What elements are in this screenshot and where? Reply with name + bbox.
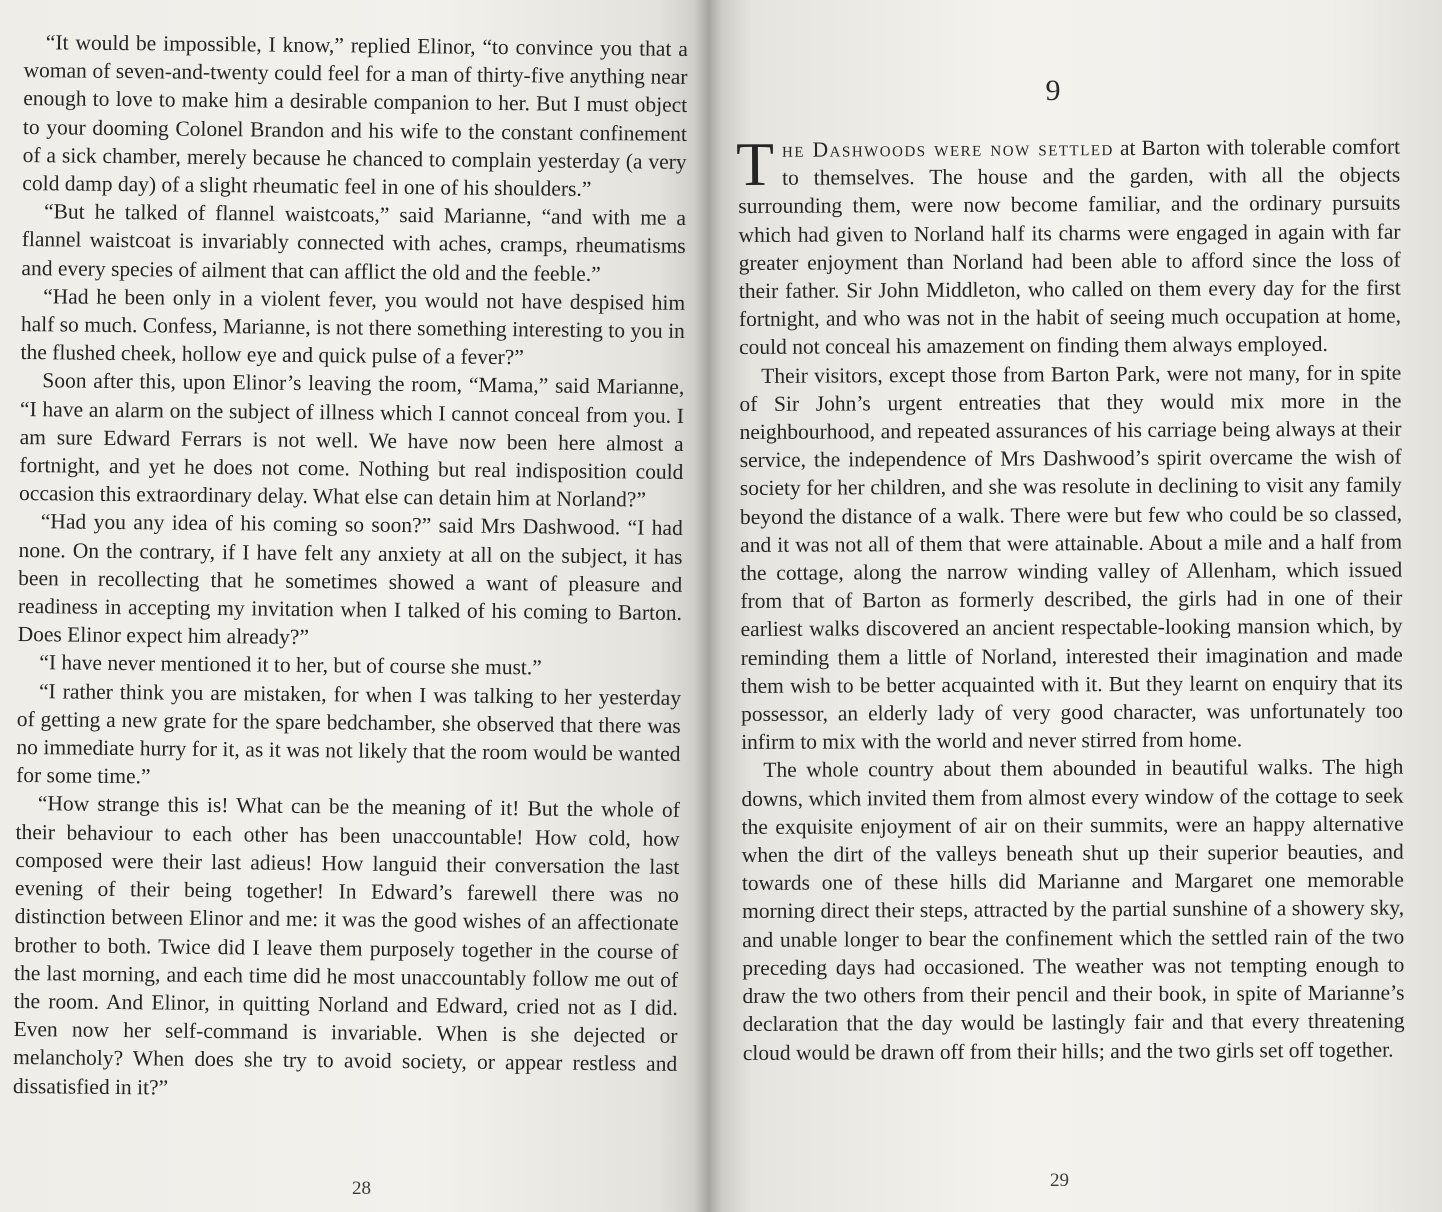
page-number: 29: [1050, 1170, 1069, 1191]
paragraph: Their visitors, except those from Barton Park, were not many, for in spite of Sir John’s urgent entreaties that they would mix more in the neighbourhood, and repeated assurances of his carriage being always at their service, the independence of Mrs Dashwood’s spirit overcame the wish of society for her children, and she was resolute in declining to visit any family beyond the distance of a walk. There were but few who could be so classed, and it was not all of them that were attainable. About a mile and a half from the cottage, along the narrow winding valley of Allenham, which issued from that of Barton as formerly described, the girls had in one of their earliest walks discovered an ancient respectable-looking mansion which, by reminding them a little of Norland, interested their imagination and made them wish to be better acquainted with it. But they learnt on enquiry that its possessor, an elderly lady of very good character, was unfortunately too infirm to mix with the world and never stirred from home.: [739, 360, 1404, 755]
paragraph: Soon after this, upon Elinor’s leaving the room, “Mama,” said Marianne, “I have an alarm on the subject of illness which I cannot conceal from you. I am sure Edward Ferrars is not well. We have now been here almost a fortnight, and yet he does not come. Nothing but real indisposition could occasion this extraordinary delay. What else can detain him at Norland?”: [19, 368, 685, 512]
paragraph: “Had you any idea of his coming so soon?” said Mrs Dashwood. “I had none. On the contrary, if I have felt any anxiety at all on the subject, it has been in recollecting that he sometimes showed a want of pleasure and readiness in accepting my invitation when I talked of his coming to Barton. Does Elinor expect him already?”: [17, 509, 683, 650]
chapter-number: 9: [1045, 74, 1061, 107]
paragraph: “It would be impossible, I know,” replied Elinor, “to convince you that a woman of seven-and-twenty could feel for a man of thirty-five anything near enough to love to make him a desirable companion to her. But I must object to your dooming Colonel Brandon and his wife to the constant confinement of a sick chamber, merely because he chanced to complain yesterday (a very cold damp day) of a slight rheumatic feel in one of his shoulders.”: [22, 30, 688, 201]
right-page-text: [735, 130, 1405, 1067]
paragraph: “Had he been only in a violent fever, you would not have despised him half so much. Confess, Marianne, is not there something interesting to you in the flushed cheek, hollow eye and quick pulse of a fever?”: [20, 284, 686, 370]
book-gutter: [694, 0, 722, 1212]
paragraph: “But he talked of flannel waistcoats,” said Marianne, “and with me a flannel waistcoat is invariably connected with aches, cramps, rheumatisms and every species of ailment that can afflict the old and the feeble.”: [21, 199, 687, 286]
chapter-opening-paragraph: [735, 130, 1402, 362]
left-page-text: [13, 28, 688, 1107]
drop-cap: T: [735, 130, 775, 200]
paragraph: “I rather think you are mistaken, for when I was talking to her yesterday of getting a new grate for the spare bedchamber, she observed that there was no immediate hurry for it, as it was not likely that the room would be wanted for some time.”: [16, 678, 682, 789]
paragraph: The whole country about them abounded in beautiful walks. The high downs, which invited them from almost every window of the cottage to seek the exquisite enjoyment of air on their summits, were an happy alternative when the dirt of the valleys beneath shut up their superior beauties, and towards one of these hills did Marianne and Margaret one memorable morning direct their steps, attracted by the partial sunshine of a showery sky, and unable longer to bear the confinement which the settled rain of the two preceding days had occasioned. The weather was not tempting enough to draw the two others from their pencil and their book, in spite of Marianne’s declaration that the day would be lastingly fair and that every threatening cloud would be drawn off from their hills; and the two girls set off together.: [741, 754, 1405, 1065]
page-number: 28: [352, 1178, 371, 1199]
small-caps-lead: he Dashwoods were now settled: [781, 136, 1114, 162]
opening-paragraph-text: at Barton with tolerable comfort to themselves. The house and the garden, with all the objects surrounding them, were now become familiar, and the ordinary pursuits which had given to Norland half its charms were engaged in again with far greater enjoyment than Norland had been able to afford since the loss of their father. Sir John Middleton, who called on them every day for the first fortnight, and who was not in the habit of seeing much occupation at home, could not conceal his amazement on finding them always employed.: [738, 134, 1402, 360]
paragraph: “How strange this is! What can be the meaning of it! But the whole of their behaviour to each other has been unaccountable! How cold, how composed were their last adieus! How languid their conversation the last evening of their being together! In Edward’s farewell there was no distinction between Elinor and me: it was the good wishes of an affectionate brother to both. Twice did I leave them purposely together in the course of the last morning, and each time did he most unaccountably follow me out of the room. And Elinor, in quitting Norland and Edward, cried not as I did. Even now her self-command is invariable. When is she dejected or melancholy? When does she try to avoid society, or appear restless and dissatisfied in it?”: [12, 791, 680, 1100]
right-page: [708, 0, 1442, 1212]
paragraph: “I have never mentioned it to her, but of course she must.”: [39, 650, 542, 680]
left-page: [0, 0, 708, 1212]
